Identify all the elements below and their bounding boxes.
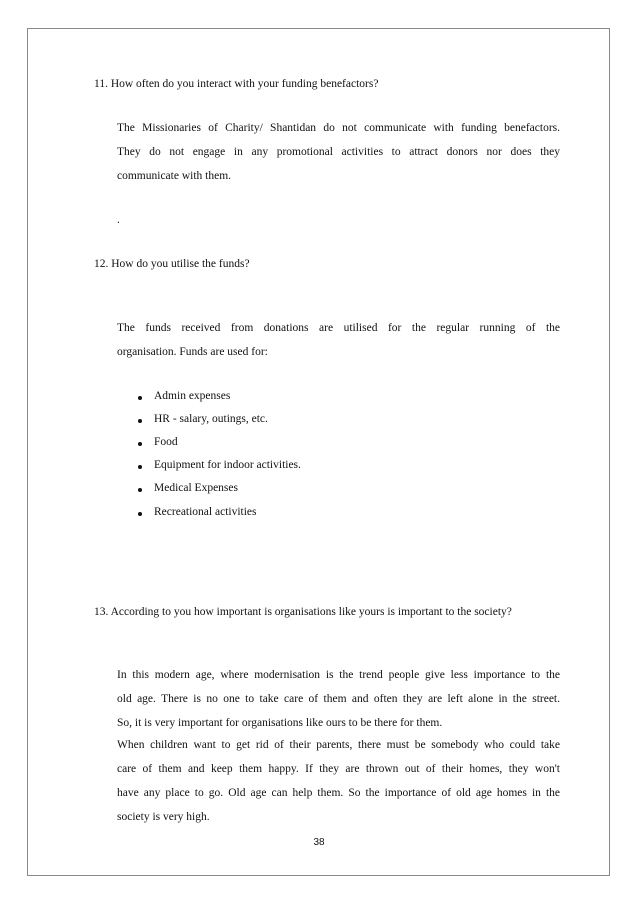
fund-use-item: Food bbox=[154, 436, 178, 448]
bullet-icon bbox=[138, 488, 142, 492]
fund-use-item: Recreational activities bbox=[154, 506, 257, 518]
question-13: 13. According to you how important is organisations like yours is important to the society? bbox=[94, 606, 512, 618]
q12-answer-line-2: organisation. Funds are used for: bbox=[117, 346, 268, 358]
q11-answer-line-1: The Missionaries of Charity/ Shantidan do not communicate with funding benefactors. bbox=[117, 122, 560, 134]
bullet-icon bbox=[138, 442, 142, 446]
bullet-icon bbox=[138, 512, 142, 516]
q13-answer-line-7: society is very high. bbox=[117, 811, 210, 823]
bullet-icon bbox=[138, 465, 142, 469]
question-11: 11. How often do you interact with your funding benefactors? bbox=[94, 78, 379, 90]
fund-use-item: Medical Expenses bbox=[154, 482, 238, 494]
page-number: 38 bbox=[313, 837, 325, 848]
q13-answer-line-3: So, it is very important for organisations like ours to be there for them. bbox=[117, 717, 443, 729]
q13-answer-line-6: have any place to go. Old age can help them. So the importance of old age homes in the bbox=[117, 787, 560, 799]
q11-answer-line-2: They do not engage in any promotional activities to attract donors nor does they bbox=[117, 146, 560, 158]
q13-answer-line-1: In this modern age, where modernisation is the trend people give less importance to the bbox=[117, 669, 560, 681]
fund-use-item: Admin expenses bbox=[154, 390, 231, 402]
bullet-icon bbox=[138, 419, 142, 423]
fund-use-item: HR - salary, outings, etc. bbox=[154, 413, 268, 425]
q11-trailing-dot: . bbox=[117, 214, 120, 226]
q13-answer-line-5: care of them and keep them happy. If they are thrown out of their homes, they won't bbox=[117, 763, 560, 775]
question-12: 12. How do you utilise the funds? bbox=[94, 258, 250, 270]
q11-answer-line-3: communicate with them. bbox=[117, 170, 232, 182]
fund-use-item: Equipment for indoor activities. bbox=[154, 459, 301, 471]
q12-answer-line-1: The funds received from donations are utilised for the regular running of the bbox=[117, 322, 560, 334]
q13-answer-line-4: When children want to get rid of their parents, there must be somebody who could take bbox=[117, 739, 560, 751]
q13-answer-line-2: old age. There is no one to take care of them and often they are left alone in the street. bbox=[117, 693, 560, 705]
bullet-icon bbox=[138, 396, 142, 400]
